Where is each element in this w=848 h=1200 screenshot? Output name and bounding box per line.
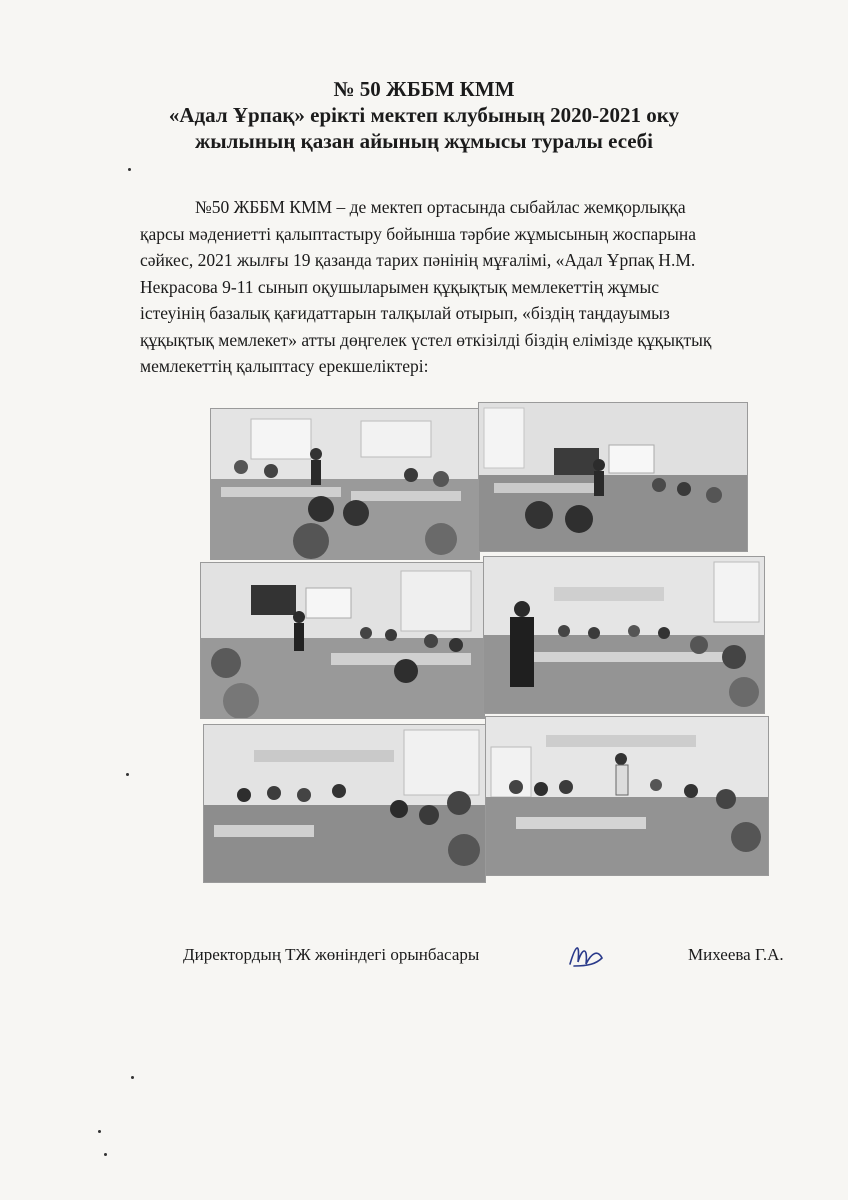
classroom-photo-2 (478, 402, 748, 552)
classroom-photo-1 (210, 408, 480, 560)
classroom-photo-3 (200, 562, 485, 719)
scan-speck (131, 1076, 134, 1079)
document-title (90, 76, 758, 154)
title-line-3: жылының қазан айының жұмысы туралы есебі (195, 129, 653, 153)
scan-speck (126, 773, 129, 776)
handwritten-signature (566, 938, 610, 972)
scan-speck (104, 1153, 107, 1156)
paragraph-line-3: сәйкес, 2021 жылғы 19 қазанда тарих пәнінің мұғалімі, «Адал Ұрпақ Н.М. (140, 250, 696, 270)
signature-role: Директордың ТЖ жөніндегі орынбасары (183, 945, 480, 964)
classroom-photo-5 (203, 724, 486, 883)
scan-speck (128, 168, 131, 171)
title-line-2: «Адал Ұрпақ» ерікті мектеп клубының 2020-2021 оку (168, 103, 680, 127)
report-paragraph (140, 194, 780, 380)
scan-speck (98, 1130, 101, 1133)
title-line-1: № 50 ЖББМ КММ (333, 77, 515, 101)
paragraph-line-7: мемлекеттің қалыптасу ерекшеліктері: (140, 356, 429, 376)
signature-name: Михеева Г.А. (688, 945, 784, 964)
classroom-photo-6 (485, 716, 769, 876)
classroom-photo-4 (483, 556, 765, 714)
paragraph-line-2: қарсы мәдениетті қалыптастыру бойынша тәрбие жұмысының жоспарына (140, 223, 696, 244)
paragraph-line-1: №50 ЖББМ КММ – де мектеп ортасында сыбайлас жемқорлыққа (195, 197, 686, 217)
paragraph-line-5: істеуінің базалық қағидаттарын талқылай отырып, «біздің таңдауымыз (140, 303, 670, 323)
paragraph-line-6: құқықтық мемлекет» атты дөңгелек үстел өткізілді біздің елімізде құқықтық (140, 329, 712, 350)
paragraph-line-4: Некрасова 9-11 сынып оқушыларымен құқықтық мемлекеттің жұмыс (140, 276, 660, 297)
